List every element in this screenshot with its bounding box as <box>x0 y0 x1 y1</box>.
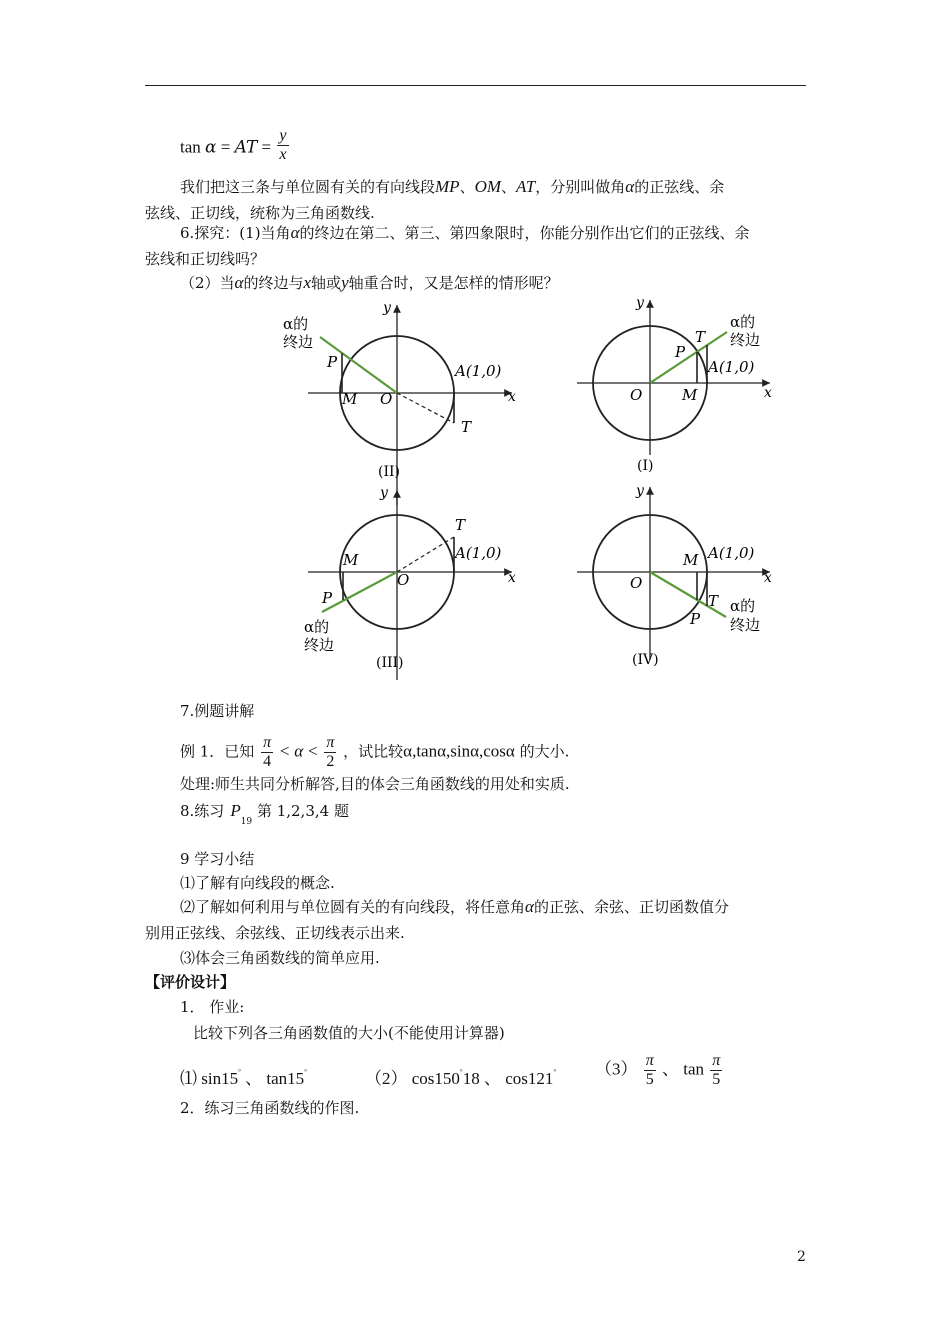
summary-item-3: ⑶体会三角函数线的简单应用. <box>180 949 380 967</box>
mp-segment: MP <box>435 177 460 196</box>
point-p-i: P <box>675 343 686 361</box>
panel-i <box>577 295 772 474</box>
homework-question-3: （3） $\frac{\pi}{5}$ 、 tan $\frac{\pi}{5}$ <box>595 1052 721 1088</box>
page-number: 2 <box>797 1249 806 1265</box>
alpha-symbol: α <box>205 137 217 158</box>
axis-x-iii: x <box>508 570 516 586</box>
label-alpha-iv: α的 <box>730 597 756 615</box>
at-segment-2: AT <box>516 177 536 196</box>
origin-i: O <box>630 386 643 404</box>
axis-x-iv: x <box>764 570 772 586</box>
pi-over-4: $\frac{\pi}{4}$ <box>263 734 272 770</box>
para-definition-line2: 弦线、正切线，统称为三角函数线. <box>145 204 375 222</box>
at-segment: AT <box>234 137 258 158</box>
homework-title: 1． 作业: <box>180 998 245 1016</box>
label-side-iii: 终边 <box>304 636 335 654</box>
axis-x-ii: x <box>508 389 516 405</box>
label-side-ii: 终边 <box>283 333 314 351</box>
handle-text: 处理:师生共同分析解答,目的体会三角函数线的用处和实质. <box>180 775 570 793</box>
label-alpha-i: α的 <box>730 313 756 331</box>
compare-list: α,tanα,sinα,cosα <box>403 741 515 761</box>
point-m-i: M <box>682 386 698 404</box>
origin-iii: O <box>397 571 410 589</box>
label-alpha-iii: α的 <box>304 618 330 636</box>
point-m-ii: M <box>342 390 358 408</box>
caption-iii: (III) <box>376 655 404 671</box>
homework-desc: 比较下列各三角函数值的大小(不能使用计算器) <box>193 1024 505 1042</box>
point-a-ii: A(1,0) <box>455 362 502 380</box>
section-8: 8.练习 $P_{19}$ 第 1,2,3,4 题 <box>180 801 349 827</box>
summary-item-2-cont: 别用正弦线、余弦线、正切线表示出来. <box>145 924 405 942</box>
panel-iii <box>304 485 516 680</box>
point-p-iv: P <box>690 610 701 628</box>
label-side-iv: 终边 <box>730 616 761 634</box>
caption-iv: (IV) <box>632 652 659 668</box>
point-a-iv: A(1,0) <box>708 544 755 562</box>
point-t-iv: T <box>708 592 719 610</box>
point-p-iii: P <box>322 589 333 607</box>
pi-over-2: $\frac{\pi}{2}$ <box>326 734 335 770</box>
om-segment: OM <box>474 177 502 196</box>
pi-over-5-b: $\frac{\pi}{5}$ <box>712 1052 721 1088</box>
y-over-x: $\frac{y}{x}$ <box>279 127 287 163</box>
point-m-iv: M <box>683 551 699 569</box>
point-t-ii: T <box>461 418 472 436</box>
panel-iv <box>577 483 772 668</box>
axis-y-iii: y <box>380 485 388 501</box>
axis-y-ii: y <box>383 300 391 316</box>
para-explore-q2: （2）当α的终边与x轴或y轴重合时，又是怎样的情形呢？ <box>180 273 559 292</box>
tan-text: tan <box>180 137 201 157</box>
label-alpha-ii: α的 <box>283 315 309 333</box>
point-m-iii: M <box>343 551 359 569</box>
axis-y-iv: y <box>636 483 644 499</box>
point-t-i: T <box>695 328 706 346</box>
para-explore-line1: 6.探究：(1)当角α的终边在第二、第三、第四象限时，你能分别作出它们的正弦线、余 <box>180 223 750 242</box>
homework-question-1: ⑴ sin15° 、 tan15° <box>180 1068 307 1088</box>
label-side-i: 终边 <box>730 331 761 349</box>
example-1: 例 1．已知 $\frac{\pi}{4}$ < α < $\frac{\pi}{2}$ ，试比较α,tanα,sinα,cosα 的大小. <box>180 734 570 770</box>
homework-item-2: 2．练习三角函数线的作图. <box>180 1099 360 1117</box>
evaluation-title: 【评价设计】 <box>145 973 236 991</box>
para-explore-line2: 弦线和正切线吗？ <box>145 250 266 268</box>
point-a-iii: A(1,0) <box>455 544 502 562</box>
terminal-side-iii <box>322 572 397 612</box>
point-p-ii: P <box>327 353 338 371</box>
section-9-title: 9 学习小结 <box>180 850 255 868</box>
summary-item-2: ⑵了解如何利用与单位圆有关的有向线段，将任意角α的正弦、余弦、正切函数值分 <box>180 897 729 916</box>
caption-ii: (II) <box>378 464 400 480</box>
section-7-title: 7.例题讲解 <box>180 702 255 720</box>
origin-iv: O <box>630 574 643 592</box>
summary-item-1: ⑴了解有向线段的概念. <box>180 874 335 892</box>
caption-i: (I) <box>637 458 654 474</box>
axis-x-i: x <box>764 385 772 401</box>
axis-y-i: y <box>636 295 644 311</box>
equals-sign: = <box>220 137 231 157</box>
point-t-iii: T <box>455 516 466 534</box>
homework-question-2: （2） cos150°18 、 cos121° <box>365 1068 557 1088</box>
para-definition-line1: 我们把这三条与单位圆有关的有向线段MP、OM、AT，分别叫做角α的正弦线、余 <box>180 177 725 196</box>
point-a-i: A(1,0) <box>708 358 755 376</box>
pi-over-5: $\frac{\pi}{5}$ <box>645 1052 654 1088</box>
panel-ii <box>283 300 516 505</box>
equals-sign-2: = <box>261 137 272 157</box>
origin-ii: O <box>380 390 393 408</box>
